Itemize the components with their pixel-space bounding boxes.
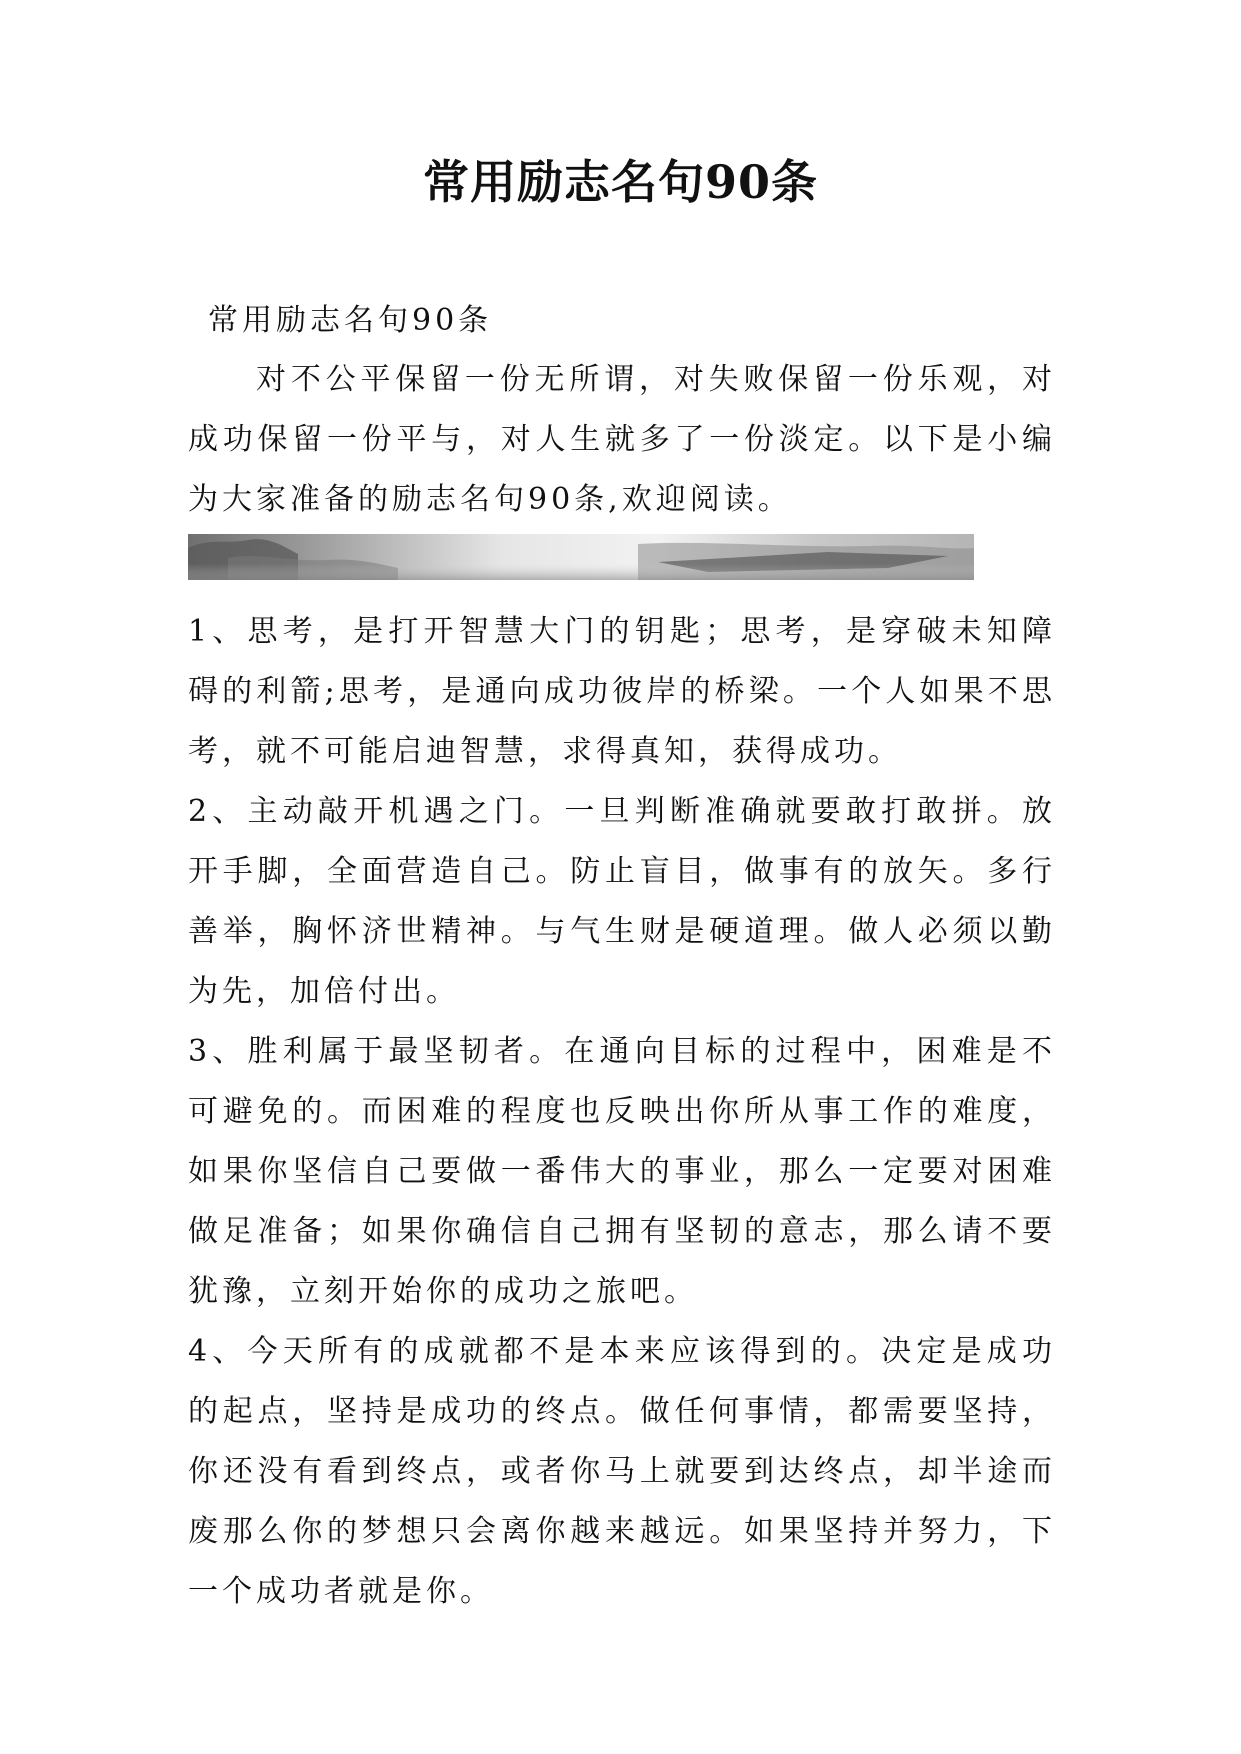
quote-item: 3、胜利属于最坚韧者。在通向目标的过程中，困难是不可避免的。而困难的程度也反映出你所从事工作的难度，如果你坚信自己要做一番伟大的事业，那么一定要对困难做足准备；如果你确信自己拥有坚韧的意志，那么请不要犹豫，立刻开始你的成功之旅吧。: [188, 1034, 1056, 1309]
document-subtitle: 常用励志名句90条: [208, 303, 493, 338]
landscape-banner-image: [188, 534, 974, 580]
quote-item: 4、今天所有的成就都不是本来应该得到的。决定是成功的起点，坚持是成功的终点。做任何事情，都需要坚持，你还没有看到终点，或者你马上就要到达终点，却半途而废那么你的梦想只会离你越来越远。如果坚持并努力，下一个成功者就是你。: [188, 1334, 1056, 1609]
document-body: [188, 292, 1056, 1622]
quote-item: 2、主动敲开机遇之门。一旦判断准确就要敢打敢拼。放开手脚，全面营造自己。防止盲目，做事有的放矢。多行善举，胸怀济世精神。与气生财是硬道理。做人必须以勤为先，加倍付出。: [188, 794, 1056, 1009]
quote-item: 1、思考，是打开智慧大门的钥匙；思考，是穿破未知障碍的利箭;思考，是通向成功彼岸的桥梁。一个人如果不思考，就不可能启迪智慧，求得真知，获得成功。: [188, 614, 1056, 769]
intro-paragraph: 对不公平保留一份无所谓，对失败保留一份乐观，对成功保留一份平与，对人生就多了一份淡定。以下是小编为大家准备的励志名句90条,欢迎阅读。: [188, 362, 1056, 517]
document-title: 常用励志名句90条: [422, 155, 818, 209]
quote-list: [188, 602, 1056, 1622]
